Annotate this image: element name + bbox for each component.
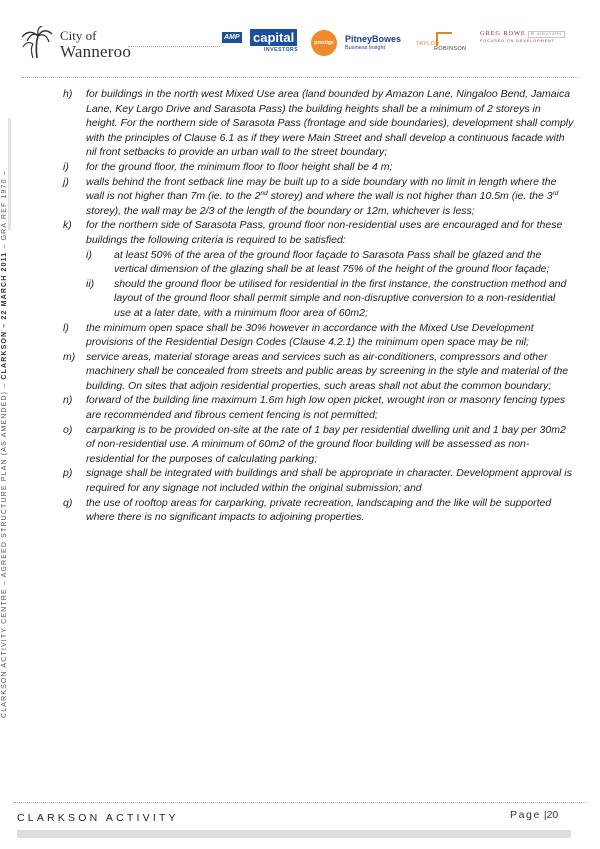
- sub-item-label: i): [86, 248, 92, 261]
- amp-investors-text: INVESTORS: [264, 47, 299, 53]
- page-separator: |: [543, 809, 547, 821]
- list-item: [63, 466, 575, 495]
- item-label: l): [63, 321, 69, 334]
- footer-rule: [14, 802, 586, 803]
- pitney-bowes-name: PitneyBowes: [345, 34, 402, 44]
- item-text: storey), the wall may be 2/3 of the length of the boundary or 12m, whichever is less;: [86, 204, 475, 217]
- amp-tag: AMP: [224, 34, 240, 41]
- list-item: [63, 393, 575, 422]
- list-item: [63, 87, 575, 160]
- item-text: the minimum open space shall be 30% however in accordance with the Mixed Use Development provisions of the Residential Design Codes (Clause 4.2.1) the minimum open space may be nil;: [86, 321, 534, 349]
- item-label: m): [63, 350, 76, 363]
- logo-wanneroo: Wanneroo: [60, 42, 132, 61]
- robinson-text: ROBINSON: [434, 46, 467, 52]
- page-number-value: 20: [546, 809, 559, 821]
- sub-item-label: ii): [86, 277, 95, 290]
- sidebar-document-reference: [1, 170, 8, 718]
- greg-rowe-tagline: FOCUSED ON DEVELOPMENT: [480, 39, 555, 43]
- prestige-logo: prestige: [311, 30, 337, 56]
- footer-bar: [17, 830, 571, 838]
- item-text: for buildings in the north west Mixed Use area (land bounded by Amazon Lane, Ningaloo Bend, Jamaica Lane, Key Largo Drive and Sarasota Pass) the building heights shall be a minimum of 2 storeys in height. For the northern side of Sarasota Pass (frontage and side boundaries), development shall comply with the principles of Clause 6.1 as if they were Main Street and shall develop a continuous facade with nil front setbacks to provide an urban wall to the street boundary;: [86, 88, 574, 159]
- item-label: j): [63, 175, 69, 188]
- list-item: [63, 160, 575, 175]
- sub-item-text: should the ground floor be utilised for residential in the first instance, the construction method and layout of the ground floor shall permit simple and non-disruptive conversion to a non-residential use at a later date, with a minimum floor area of 60m2;: [114, 277, 567, 319]
- item-text: service areas, material storage areas and services such as air-conditioners, compressors and other machinery shall be concealed from streets and public areas by screening in the style and material of the building. On sites that adjoin residential properties, such areas shall not abut the common boundary;: [86, 350, 569, 392]
- item-label: k): [63, 219, 72, 232]
- list-item: [63, 175, 575, 219]
- item-text: forward of the building line maximum 1.6m high low open picket, wrought iron or masonry fencing types are recommended and fibrous cement fencing is not permitted;: [86, 394, 566, 422]
- list-item: [63, 423, 575, 467]
- footer-title: CLARKSON ACTIVITY: [17, 812, 179, 824]
- palm-tree-icon: [20, 26, 54, 60]
- sidebar-accent-bar: [8, 118, 11, 230]
- sidebar-bold: CLARKSON – 22 MARCH 2011: [1, 251, 8, 380]
- sub-list-item: [63, 277, 575, 321]
- item-label: h): [63, 88, 73, 100]
- ordinal-suffix: nd: [260, 190, 268, 198]
- logo-city-of: City of: [60, 28, 97, 43]
- sub-item-text: at least 50% of the area of the ground floor façade to Sarasota Pass shall be glazed and the vertical dimension of the glazing shall be at least 75% of the height of the ground floor façade;: [114, 248, 550, 276]
- greg-rowe-name: [480, 30, 580, 37]
- page-header: [0, 0, 600, 78]
- item-text: signage shall be integrated with buildings and shall be appropriate in character. Development approval is required for any signage not included within the original submission; and: [86, 467, 572, 495]
- sidebar-suffix: – GRA REF 1970 –: [1, 170, 8, 249]
- taylor-text: TAYLOR: [416, 41, 440, 47]
- item-text: for the northern side of Sarasota Pass, ground floor non-residential uses are encouraged and for these buildings the following criteria is required to be satisfied:: [86, 219, 563, 246]
- page-number: [510, 809, 558, 821]
- item-text: carparking is to be provided on-site at the rate of 1 bay per residential dwelling unit and 1 bay per 30m2 of non-residential use. A minimum of 60m2 of the ground floor building will be assessed as non-residential for the purposes of calculating parking;: [86, 423, 566, 465]
- amp-capital-text: capital: [250, 29, 297, 46]
- greg-rowe-text: GREG ROWE: [480, 30, 526, 37]
- pitney-bowes-logo: [345, 34, 415, 56]
- item-text: the use of rooftop areas for carparking, private recreation, landscaping and the like will be supported where there is no significant impacts to adjoining properties.: [86, 496, 552, 524]
- list-item: [63, 321, 575, 350]
- list-item: [63, 350, 575, 394]
- ordinal-suffix: rd: [552, 190, 559, 198]
- provisions-list: [63, 87, 575, 525]
- city-of-wanneroo-logo: [20, 20, 140, 66]
- pitney-bowes-tagline: Business Insight: [345, 45, 386, 51]
- list-item: [63, 218, 575, 247]
- item-label: p): [63, 467, 73, 480]
- item-label: i): [63, 160, 69, 173]
- item-label: o): [63, 423, 73, 436]
- item-text: for the ground floor, the minimum floor to floor height shall be 4 m;: [86, 160, 393, 173]
- header-dotted-divider: [128, 46, 220, 47]
- greg-rowe-associates: & associates: [528, 31, 565, 38]
- item-label: n): [63, 394, 73, 407]
- sidebar-prefix: CLARKSON ACTIVITY CENTRE – AGREED STRUCTURE PLAN (AS AMENDED) –: [1, 382, 8, 718]
- amp-capital-logo: [222, 29, 300, 55]
- item-text: storey) and where the wall is not higher than 10.5m (ie. the 3: [267, 190, 553, 203]
- taylor-robinson-logo: [416, 32, 472, 58]
- item-label: q): [63, 496, 73, 509]
- header-rule: [22, 77, 578, 78]
- page-word: Page: [510, 809, 541, 821]
- list-item: [63, 496, 575, 525]
- greg-rowe-logo: [480, 30, 580, 54]
- item-text: walls behind the front setback line may be built up to a side boundary with no limit in length where the wall is not higher than 7m (ie. to the 2: [86, 175, 557, 203]
- sub-list-item: [63, 248, 575, 277]
